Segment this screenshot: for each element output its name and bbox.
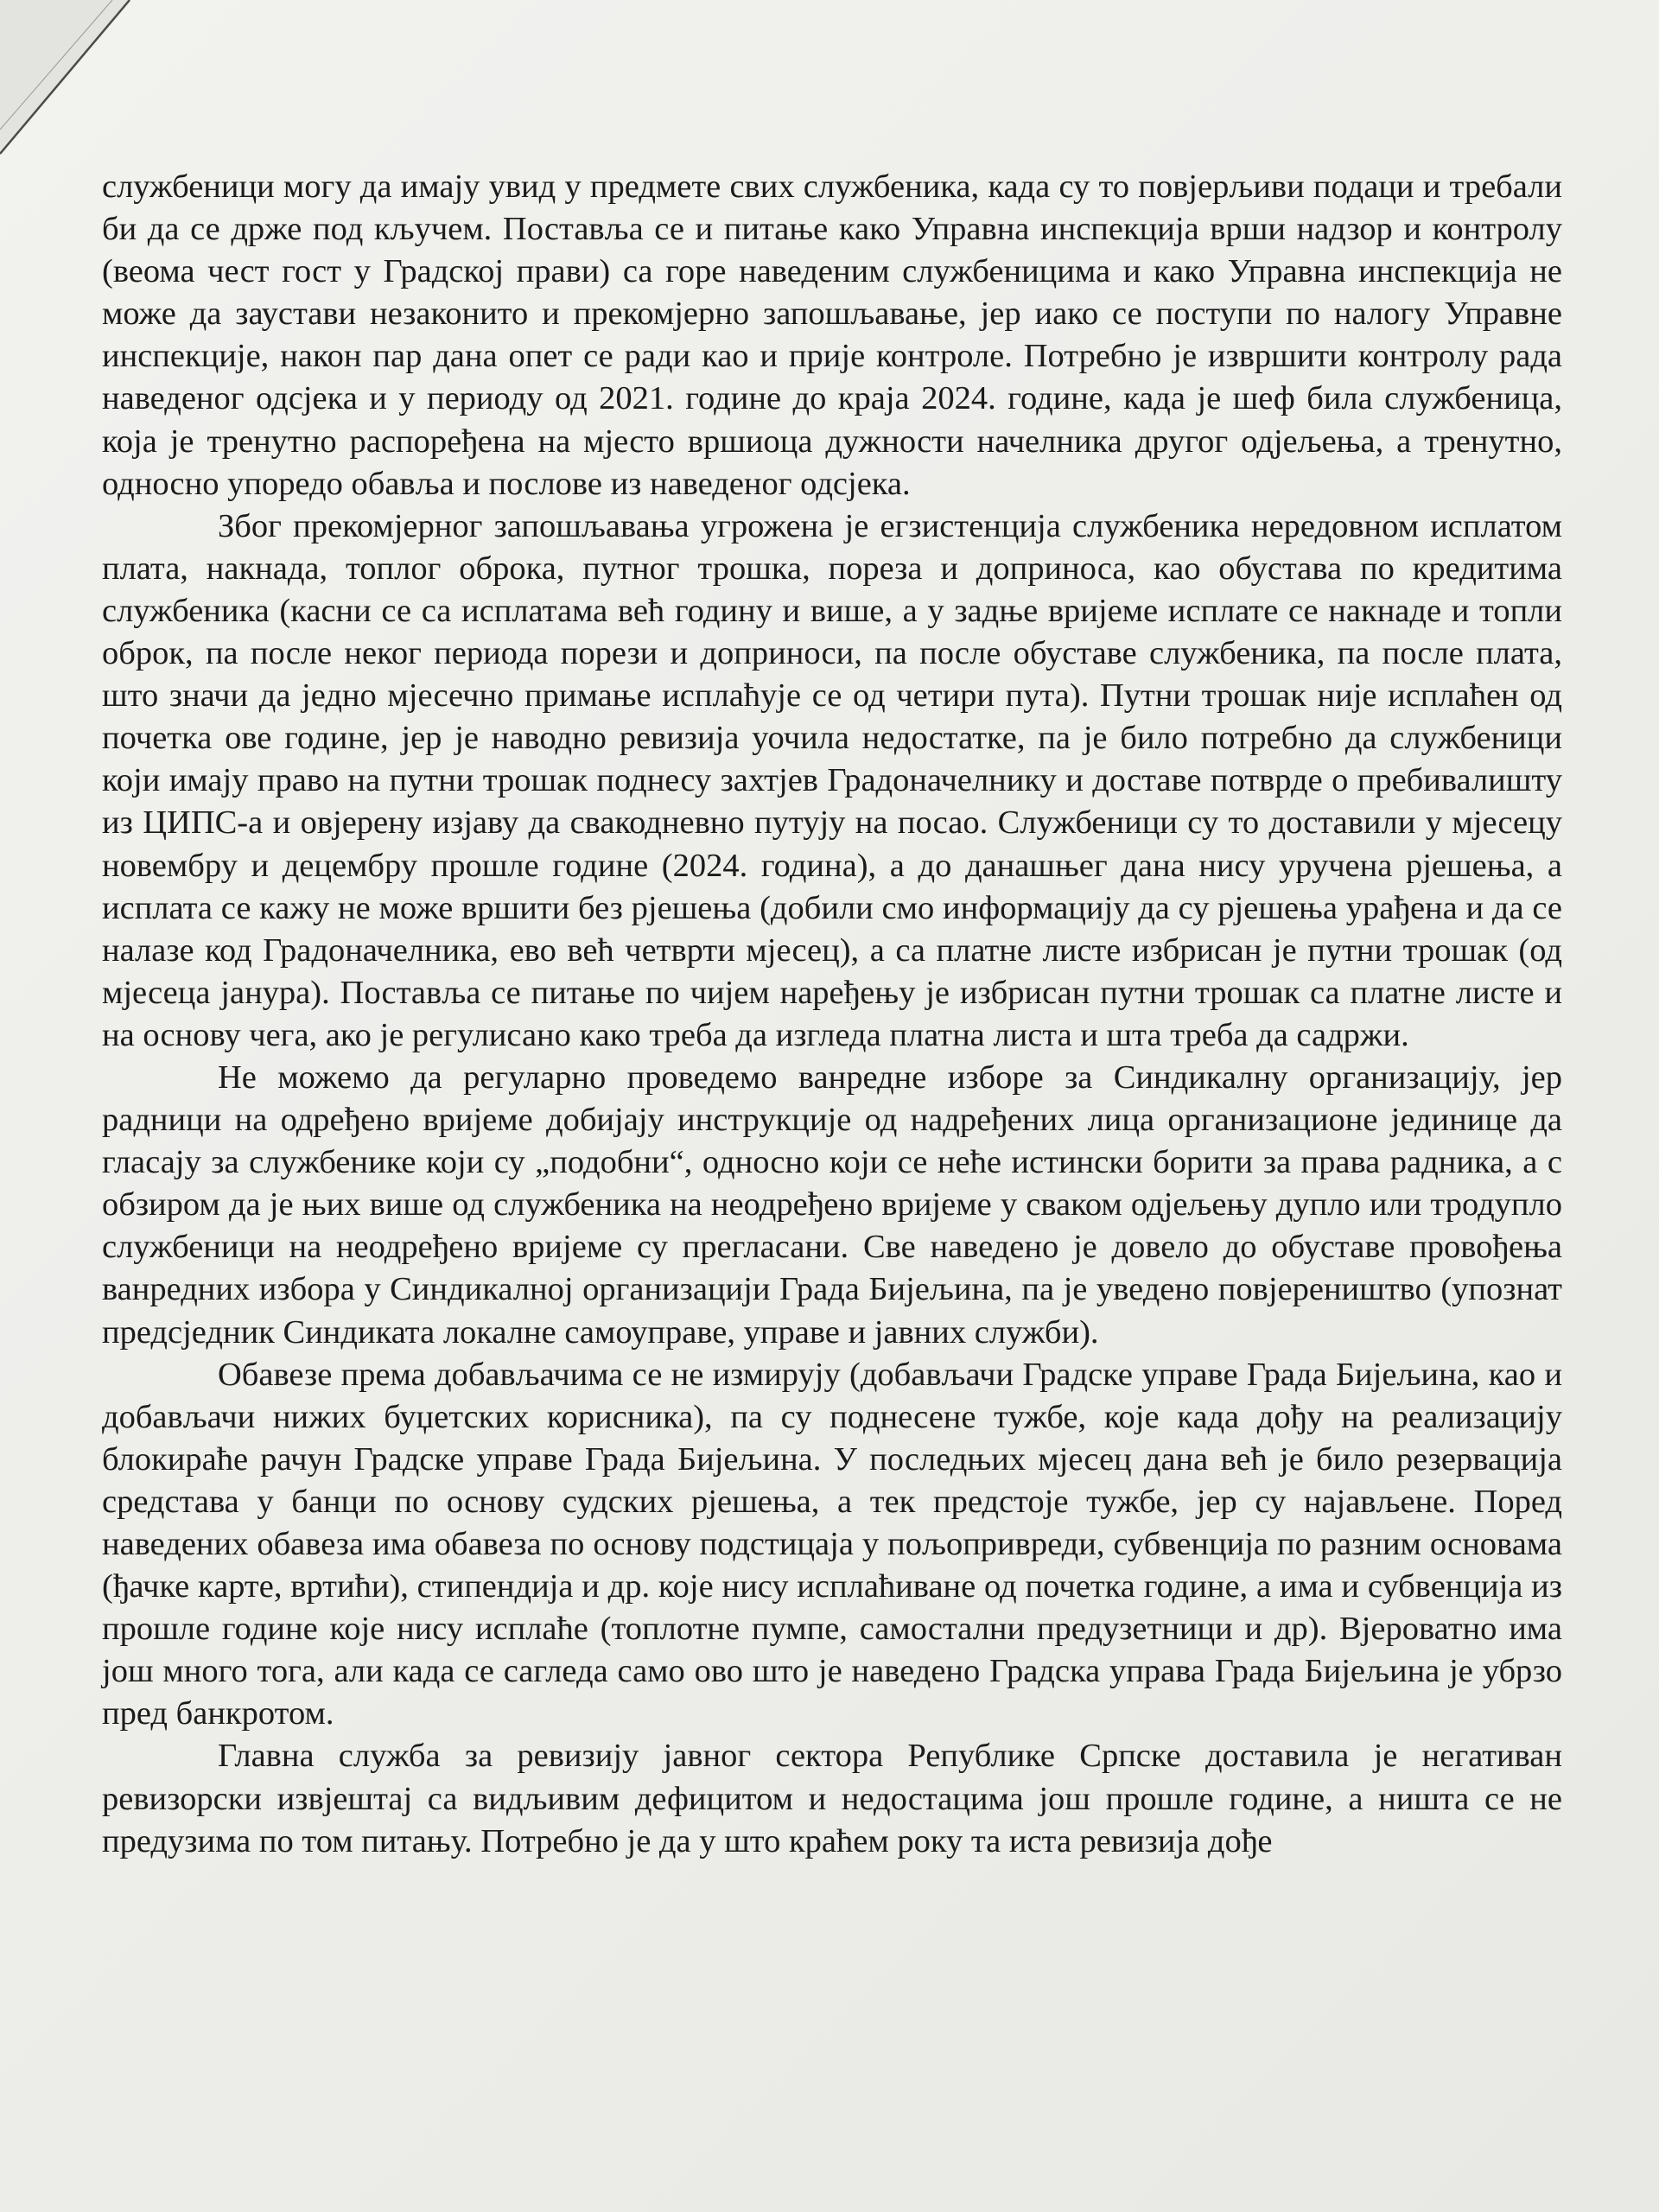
document-body (102, 166, 1562, 1863)
paragraph-1: службеници могу да имају увид у предмете свих службеника, када су то повјерљиви подаци и требали би да се држе под кључем. Поставља се и питање како Управна инспекција врши надзор и контролу (веома чест гост у Градској прави) са горе наведеним службеницима и како Управна инспекција не може да заустави незаконито и прекомјерно запошљавање, јер иако се поступи по налогу Управне инспекције, након пар дана опет се ради као и прије контроле. Потребно је извршити контролу рада наведеног одсјека и у периоду од 2021. године до краја 2024. године, када је шеф била службеница, која је тренутно распоређена на мјесто вршиоца дужности начелника другог одјељења, а тренутно, односно упоредо обавља и послове из наведеног одсјека. (102, 168, 1562, 502)
paragraph-3: Не можемо да регуларно проведемо ванредне изборе за Синдикалну организацију, јер радници на одређено вријеме добијају инструкције од надређених лица организационе јединице да гласају за службенике који су „подобни“, односно који се неће истински борити за права радника, а с обзиром да је њих више од службеника на неодређено вријеме у сваком одјељењу дупло или тродупло службеници на неодређено вријеме су прегласани. Све наведено је довело до обуставе провођења ванредних избора у Синдикалној организацији Града Бијељина, па је уведено повјереништво (упознат предсједник Синдиката локалне самоуправе, управе и јавних служби). (102, 1058, 1562, 1351)
paragraph-5: Главна служба за ревизију јавног сектора Републике Српске доставила је негативан ревизорски извјештај са видљивим дефицитом и недостацима још прошле године, а ништа се не предузима по том питању. Потребно је да у што краћем року та иста ревизија дође (102, 1738, 1562, 1859)
folded-corner-shadow (0, 0, 147, 164)
paragraph-2: Због прекомјерног запошљавања угрожена је егзистенција службеника нередовном исплатом плата, накнада, топлог оброка, путног трошка, пореза и доприноса, као обустава по кредитима службеника (касни се са исплатама већ годину и више, а у задње вријеме исплате се накнаде и топли оброк, па после неког периода порези и доприноси, па после обуставе службеника, па после плата, што значи да једно мјесечно примање исплаћује се од четири пута). Путни трошак није исплаћен од почетка ове године, јер је наводно ревизија уочила недостатке, па је било потребно да службеници који имају право на путни трошак поднесу захтјев Градоначелнику и доставе потврде о пребивалишту из ЦИПС-а и овјерену изјаву да свакодневно путују на посао. Службеници су то доставили у мјесецу новембру и децембру прошле године (2024. година), а до данашњег дана нису уручена рјешења, а исплата се кажу не може вршити без рјешења (добили смо информацију да су рјешења урађена и да се налазе код Градоначелника, ево већ четврти мјесец), а са платне листе избрисан је путни трошак (од мјесеца јанура). Поставља се питање по чијем наређењу је избрисан путни трошак са платне листе и на основу чега, ако је регулисано како треба да изгледа платна листа и шта треба да садржи. (102, 507, 1562, 1053)
paragraph-4: Обавезе према добављачима се не измирују (добављачи Градске управе Града Бијељина, као и добављачи нижих буџетских корисника), па су поднесене тужбе, које када дођу на реализацију блокираће рачун Градске управе Града Бијељина. У последњих мјесец дана већ је било резервација средстава у банци по основу судских рјешења, а тек предстоје тужбе, јер су најављене. Поред наведених обавеза има обавеза по основу подстицаја у пољопривреди, субвенција по разним основама (ђачке карте, вртићи), стипендија и др. које нису исплаћиване од почетка године, а има и субвенција из прошле године које нису исплаће (топлотне пумпе, самостални предузетници и др). Вјероватно има још много тога, али када се сагледа само ово што је наведено Градска управа Града Бијељина је убрзо пред банкротом. (102, 1356, 1562, 1732)
